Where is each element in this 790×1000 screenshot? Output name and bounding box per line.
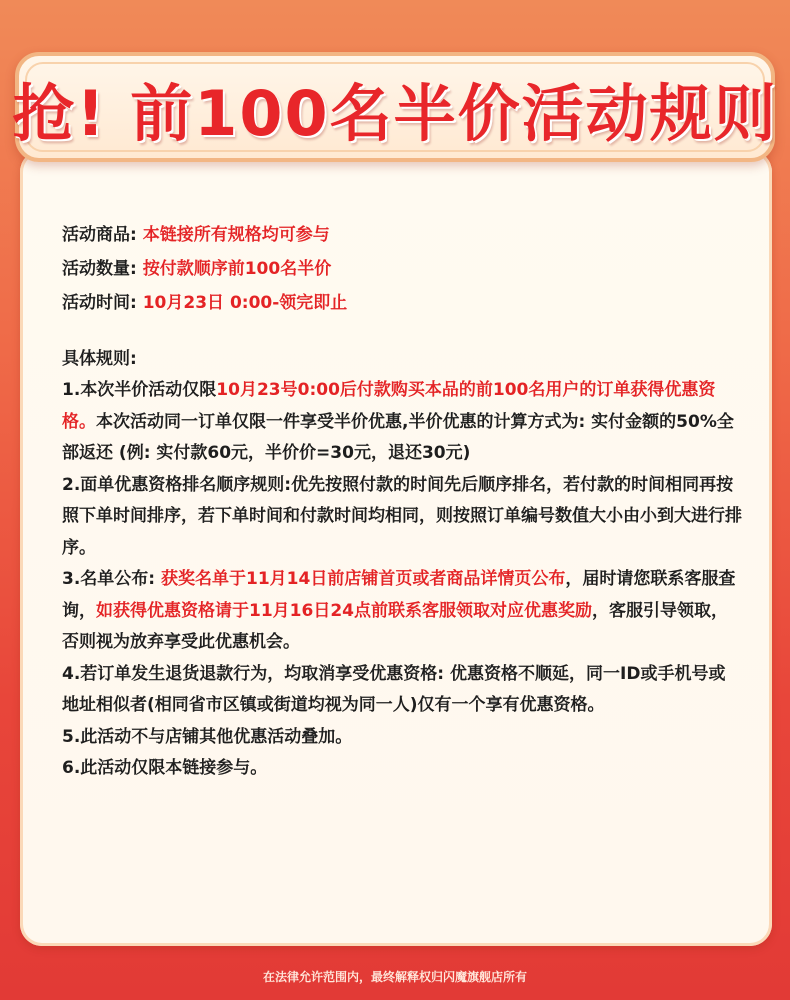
rule-5: 5.此活动不与店铺其他优惠活动叠加。: [62, 726, 353, 747]
meta-time: [62, 286, 742, 320]
rule-3-highlight-1: 获奖名单于11月14日前店铺首页或者商品详情页公布: [161, 569, 566, 589]
meta-quantity-value: 按付款顺序前100名半价: [142, 259, 332, 279]
rule-1: [62, 375, 742, 470]
meta-quantity-label: 活动数量:: [62, 259, 143, 279]
rule-2: 2.面单优惠资格排名顺序规则:优先按照付款的时间先后顺序排名，若付款的时间相同再按照下单时间排序，若下单时间和付款时间均相同，则按照订单编号数值大小由小到大进行排序。: [62, 474, 742, 558]
footer-disclaimer: 在法律允许范围内，最终解释权归闪魔旗舰店所有: [262, 970, 527, 984]
page-title: 抢! 前100名半价活动规则: [12, 76, 778, 150]
rule-4: 4.若订单发生退货退款行为，均取消享受优惠资格: 优惠资格不顺延，同一ID或手机号或地址相似者(相同省市区镇或街道均视为同一人)仅有一个享有优惠资格。: [62, 663, 726, 715]
rules-content: [62, 218, 742, 785]
meta-time-value: 10月23日 0:00-领完即止: [142, 293, 348, 313]
rule-3: [62, 564, 742, 659]
rule-3-part-1: 3.名单公布:: [62, 569, 162, 589]
meta-quantity: [62, 252, 742, 286]
meta-product: [62, 218, 742, 252]
meta-time-label: 活动时间:: [62, 293, 143, 313]
rule-1-part-3: 本次活动同一订单仅限一件享受半价优惠,半价优惠的计算方式为: 实付金额的50%全部返还 (例: 实付款60元，半价价=30元，退还30元): [62, 411, 734, 463]
rule-1-part-1: 1.本次半价活动仅限: [62, 380, 217, 400]
rule-1-highlight: 10月23号0:00后付款购买本品的前100名用户的订单获得优惠资格。: [62, 380, 716, 432]
rule-3-part-3: ，届时请您联系客服查询，: [62, 569, 736, 621]
meta-product-label: 活动商品:: [62, 225, 143, 245]
rule-3-highlight-2: 如获得优惠资格请于11月16日24点前联系客服领取对应优惠奖励: [96, 600, 592, 621]
rule-3-part-5: ，客服引导领取，否则视为放弃享受此优惠机会。: [62, 600, 728, 652]
rule-6: 6.此活动仅限本链接参与。: [62, 758, 268, 778]
rules-heading: 具体规则:: [62, 349, 137, 369]
meta-product-value: 本链接所有规格均可参与: [142, 225, 330, 245]
